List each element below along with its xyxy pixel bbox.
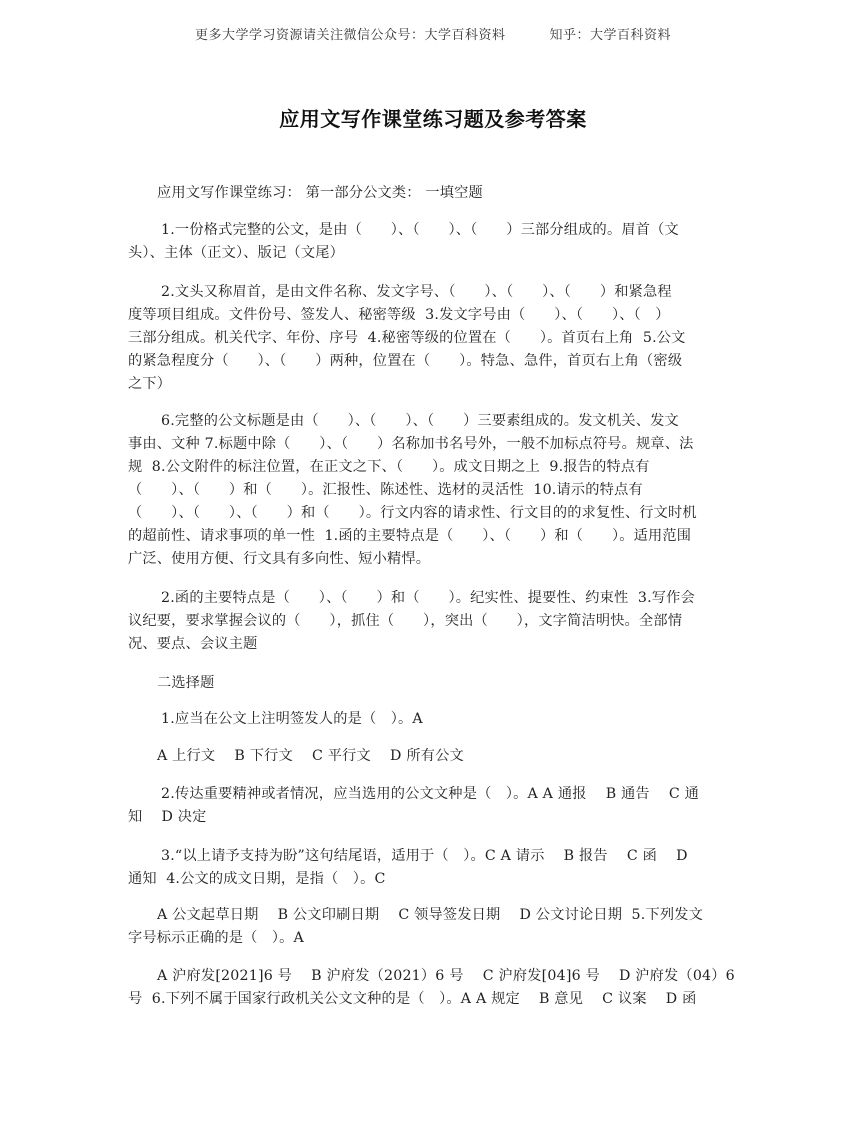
section-choice-heading: 二选择题 [157,675,215,691]
fill-blank-paragraph-3: 6.完整的公文标题是由（ ）、（ ）、（ ）三要素组成的。发文机关、发文 事由、文种 7.标题中除（ ）、（ ）名称加书名号外，一般不加标点符号。规章、法 规 8.公文附件的标注位置，在正文之下、（ ）。成文日期之上 9.报告的特点有 （ ）、（ ）和（ ）。汇报性、陈述性、选材的灵活性 10.请示的特点有 （ ）、（ ）、（ ）和（ ）。行文内容的请求性、行文目的的求复性、行文时机 的超前性、请求事项的单一性 1.函的主要特点是（ ）、（ ）和（ ）。适用范围 广泛、使用方便、行文具有多向性、短小精悍。 [128,413,697,567]
choice-question-3: 3.“以上请予支持为盼”这句结尾语，适用于（ ）。C A 请示 B 报告 C 函 D 通知 4.公文的成文日期，是指（ ）。C [128,848,688,887]
document-title: 应用文写作课堂练习题及参考答案 [279,107,587,131]
header-zhihu-note: 知乎：大学百科资料 [549,28,672,43]
page-header [0,24,866,43]
choice-question-2: 2.传达重要精神或者情况，应当选用的公文文种是（ ）。A A 通报 B 通告 C 通 知 D 决定 [128,786,700,825]
choice-question-1-options: A 上行文 B 下行文 C 平行文 D 所有公文 [157,748,464,764]
header-wechat-note: 更多大学学习资源请关注微信公众号：大学百科资料 [194,28,506,43]
choice-question-5: A 沪府发[2021]6 号 B 沪府发（2021）6 号 C 沪府发[04]6 号 D 沪府发（04）6 号 6.下列不属于国家行政机关公文文种的是（ ）。A A 规定 B 意见 C 议案 D 函 [128,968,735,1007]
fill-blank-paragraph-2: 2.文头又称眉首，是由文件名称、发文字号、（ ）、（ ）、（ ）和紧急程 度等项目组成。文件份号、签发人、秘密等级 3.发文字号由（ ）、（ ）、（ ） 三部分组成。机关代字、年份、序号 4.秘密等级的位置在（ ）。首页右上角 5.公文 的紧急程度分（ ）、（ ）两种，位置在（ ）。特急、急件，首页右上角（密级 之下） [128,284,686,392]
choice-question-4: A 公文起草日期 B 公文印刷日期 C 领导签发日期 D 公文讨论日期 5.下列发文 字号标示正确的是（ ）。A [128,907,704,946]
fill-blank-paragraph-4: 2.函的主要特点是（ ）、（ ）和（ ）。纪实性、提要性、约束性 3.写作会 议纪要，要求掌握会议的（ ），抓住（ ），突出（ ），文字简洁明快。全部情 况、要点、会议主题 [128,590,695,652]
choice-question-1: 1.应当在公文上注明签发人的是（ ）。A [161,711,423,727]
section-intro: 应用文写作课堂练习： 第一部分公文类： 一填空题 [157,185,483,201]
fill-blank-paragraph-1: 1.一份格式完整的公文，是由（ ）、（ ）、（ ）三部分组成的。眉首（文 头）、主体（正文）、版记（文尾） [128,222,679,261]
